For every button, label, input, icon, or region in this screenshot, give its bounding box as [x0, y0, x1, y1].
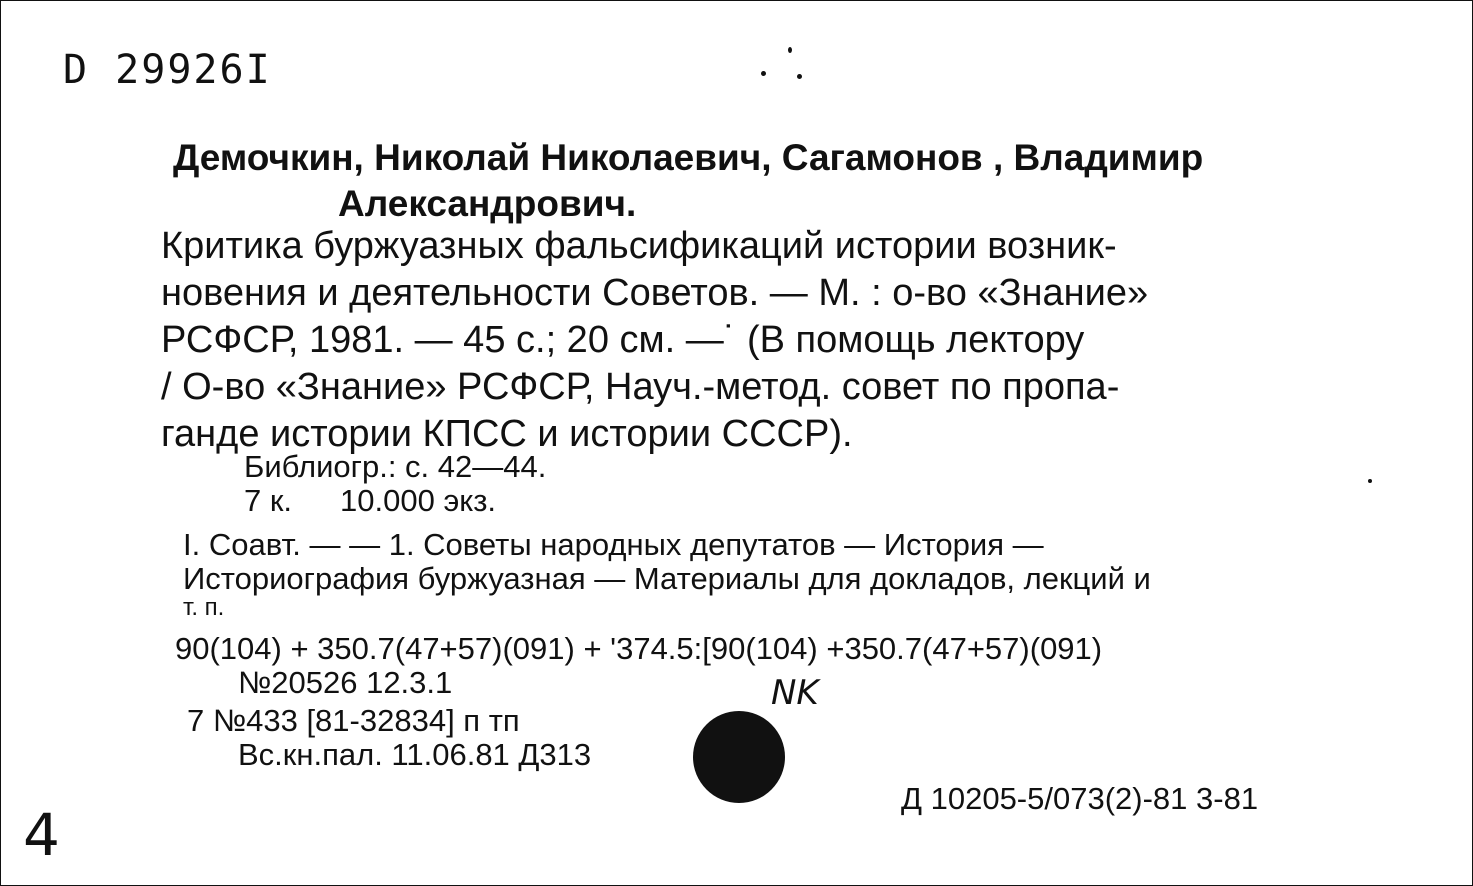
subject-heading-line: т. п. [183, 594, 225, 621]
handwritten-number: 4 [23, 801, 60, 869]
subject-heading-line: Историография буржуазная — Материалы для докладов, лекций и [183, 561, 1151, 596]
author-line-1: Демочкин, Николай Николаевич, Сагамонов , Владимир [173, 137, 1204, 178]
subject-heading-line: I. Соавт. — — 1. Советы народных депутатов — История — [183, 527, 1044, 562]
card-order-number: №20526 12.3.1 [238, 665, 453, 700]
card-number: D 29926I [63, 47, 272, 93]
title-line: новения и деятельности Советов. — М. : о-во «Знание» [161, 272, 1149, 314]
title-line: / О-во «Знание» РСФСР, Науч.-метод. совет по пропа- [161, 366, 1120, 408]
ink-speck [1368, 479, 1372, 483]
author-line-2: Александрович. [338, 183, 637, 224]
handwritten-mark: NK [771, 673, 819, 713]
price-and-copies [244, 483, 496, 519]
ink-speck [797, 74, 802, 79]
book-chamber-stamp: Вс.кн.пал. 11.06.81 Д313 [238, 737, 592, 772]
punch-hole [693, 711, 785, 803]
ink-speck [788, 47, 792, 53]
price: 7 к. [244, 483, 293, 518]
book-chamber-number: 7 №433 [81-32834] п тп [187, 703, 520, 738]
title-line: ганде истории КПСС и истории СССР). [161, 413, 853, 455]
publication-code: Д 10205-5/073(2)-81 3-81 [901, 781, 1259, 816]
bibliography-note: Библиогр.: с. 42—44. [244, 449, 547, 484]
title-line: РСФСР, 1981. — 45 с.; 20 см. —˙ (В помощь лектору [161, 319, 1085, 361]
ink-speck [761, 71, 766, 76]
title-description [161, 223, 1351, 458]
title-line: Критика буржуазных фальсификаций истории возник- [161, 225, 1117, 267]
classification-index: 90(104) + 350.7(47+57)(091) + '374.5:[90(104) +350.7(47+57)(091) [175, 631, 1103, 666]
print-run: 10.000 экз. [340, 483, 497, 518]
